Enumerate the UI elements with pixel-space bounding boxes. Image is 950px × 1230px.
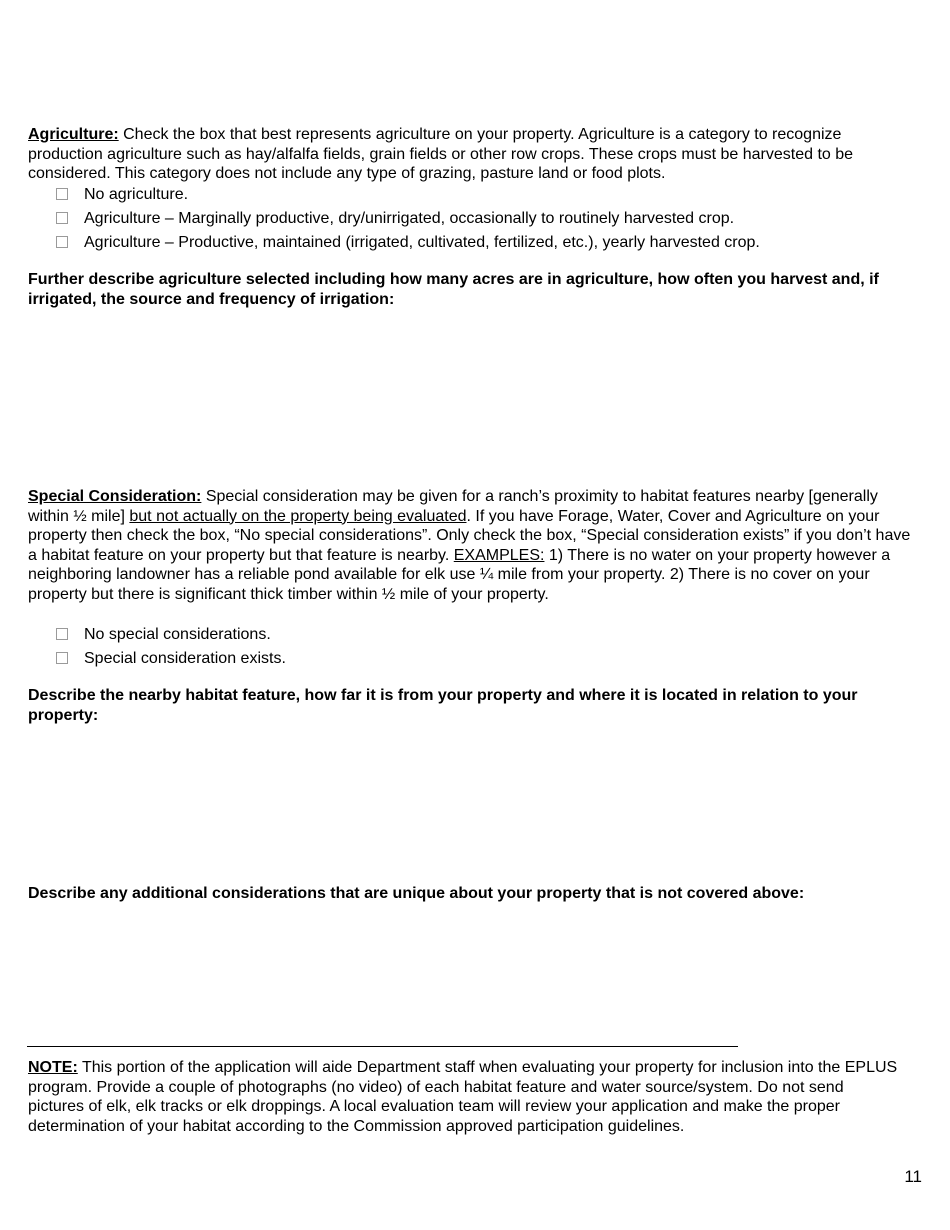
agriculture-text: Check the box that best represents agriculture on your property. Agriculture is a category to recognize production agriculture such as hay/alfalfa fields, grain fields or other row crops. These crops must be harvested to be considered. This category does not include any type of grazing, pasture land or food plots. [28, 126, 854, 183]
note-label: NOTE: [28, 1059, 78, 1076]
option-label: Agriculture – Productive, maintained (irrigated, cultivated, fertilized, etc.), yearly harvested crop. [84, 234, 760, 251]
checkbox[interactable] [56, 628, 68, 640]
option-label: Special consideration exists. [84, 650, 286, 667]
option-label: Agriculture – Marginally productive, dry/unirrigated, occasionally to routinely harvested crop. [84, 210, 735, 227]
special-text-1: Special consideration may be given for a ranch’s proximity to habitat features nearby [generally within ½ mile] [28, 488, 878, 525]
special-text-3: 1) There is no water on your property however a neighboring landowner has a reliable pond available for elk use ¼ mile from your property. 2) There is no cover on your property but there is significant thick timber within ½ mile of your property. [28, 546, 891, 603]
agriculture-paragraph [28, 125, 918, 184]
special-consideration-heading: Special Consideration: [28, 488, 202, 505]
special-underlined-text: but not actually on the property being evaluated [129, 507, 467, 525]
note-text: This portion of the application will aide Department staff when evaluating your property for inclusion into the EPLUS program. Provide a couple of photographs (no video) of each habitat feature and water source/system. Do not send pictures of elk, elk tracks or elk droppings. A local evaluation team will review your application and make the proper determination of your habitat according to the Commission approved participation guidelines. [28, 1059, 898, 1135]
special-option-exists[interactable] [56, 649, 286, 669]
checkbox[interactable] [56, 236, 68, 248]
additional-considerations-prompt: Describe any additional considerations that are unique about your property that is not covered above: [28, 885, 805, 902]
checkbox[interactable] [56, 212, 68, 224]
agriculture-option-marginal[interactable] [56, 209, 734, 229]
divider-line [27, 1046, 738, 1047]
special-option-none[interactable] [56, 625, 271, 645]
option-label: No special considerations. [84, 626, 271, 643]
agriculture-option-none[interactable] [56, 185, 188, 205]
examples-label: EXAMPLES: [453, 546, 545, 564]
option-label: No agriculture. [84, 186, 189, 203]
agriculture-describe-prompt: Further describe agriculture selected including how many acres are in agriculture, how often you harvest and, if irrigated, the source and frequency of irrigation: [28, 271, 879, 308]
special-text-2: . If you have Forage, Water, Cover and Agriculture on your property then check the box, “No special considerations”. Only check the box, “Special consideration exists” if you don’t have a habitat feature on your property but that feature is nearby. [28, 507, 911, 564]
note-paragraph [28, 1058, 898, 1136]
checkbox[interactable] [56, 188, 68, 200]
habitat-describe-prompt: Describe the nearby habitat feature, how far it is from your property and where it is located in relation to your property: [28, 687, 858, 724]
agriculture-option-productive[interactable] [56, 233, 760, 253]
agriculture-heading: Agriculture: [28, 126, 119, 143]
special-consideration-paragraph [28, 487, 918, 605]
checkbox[interactable] [56, 652, 68, 664]
page-number: 11 [904, 1167, 922, 1186]
